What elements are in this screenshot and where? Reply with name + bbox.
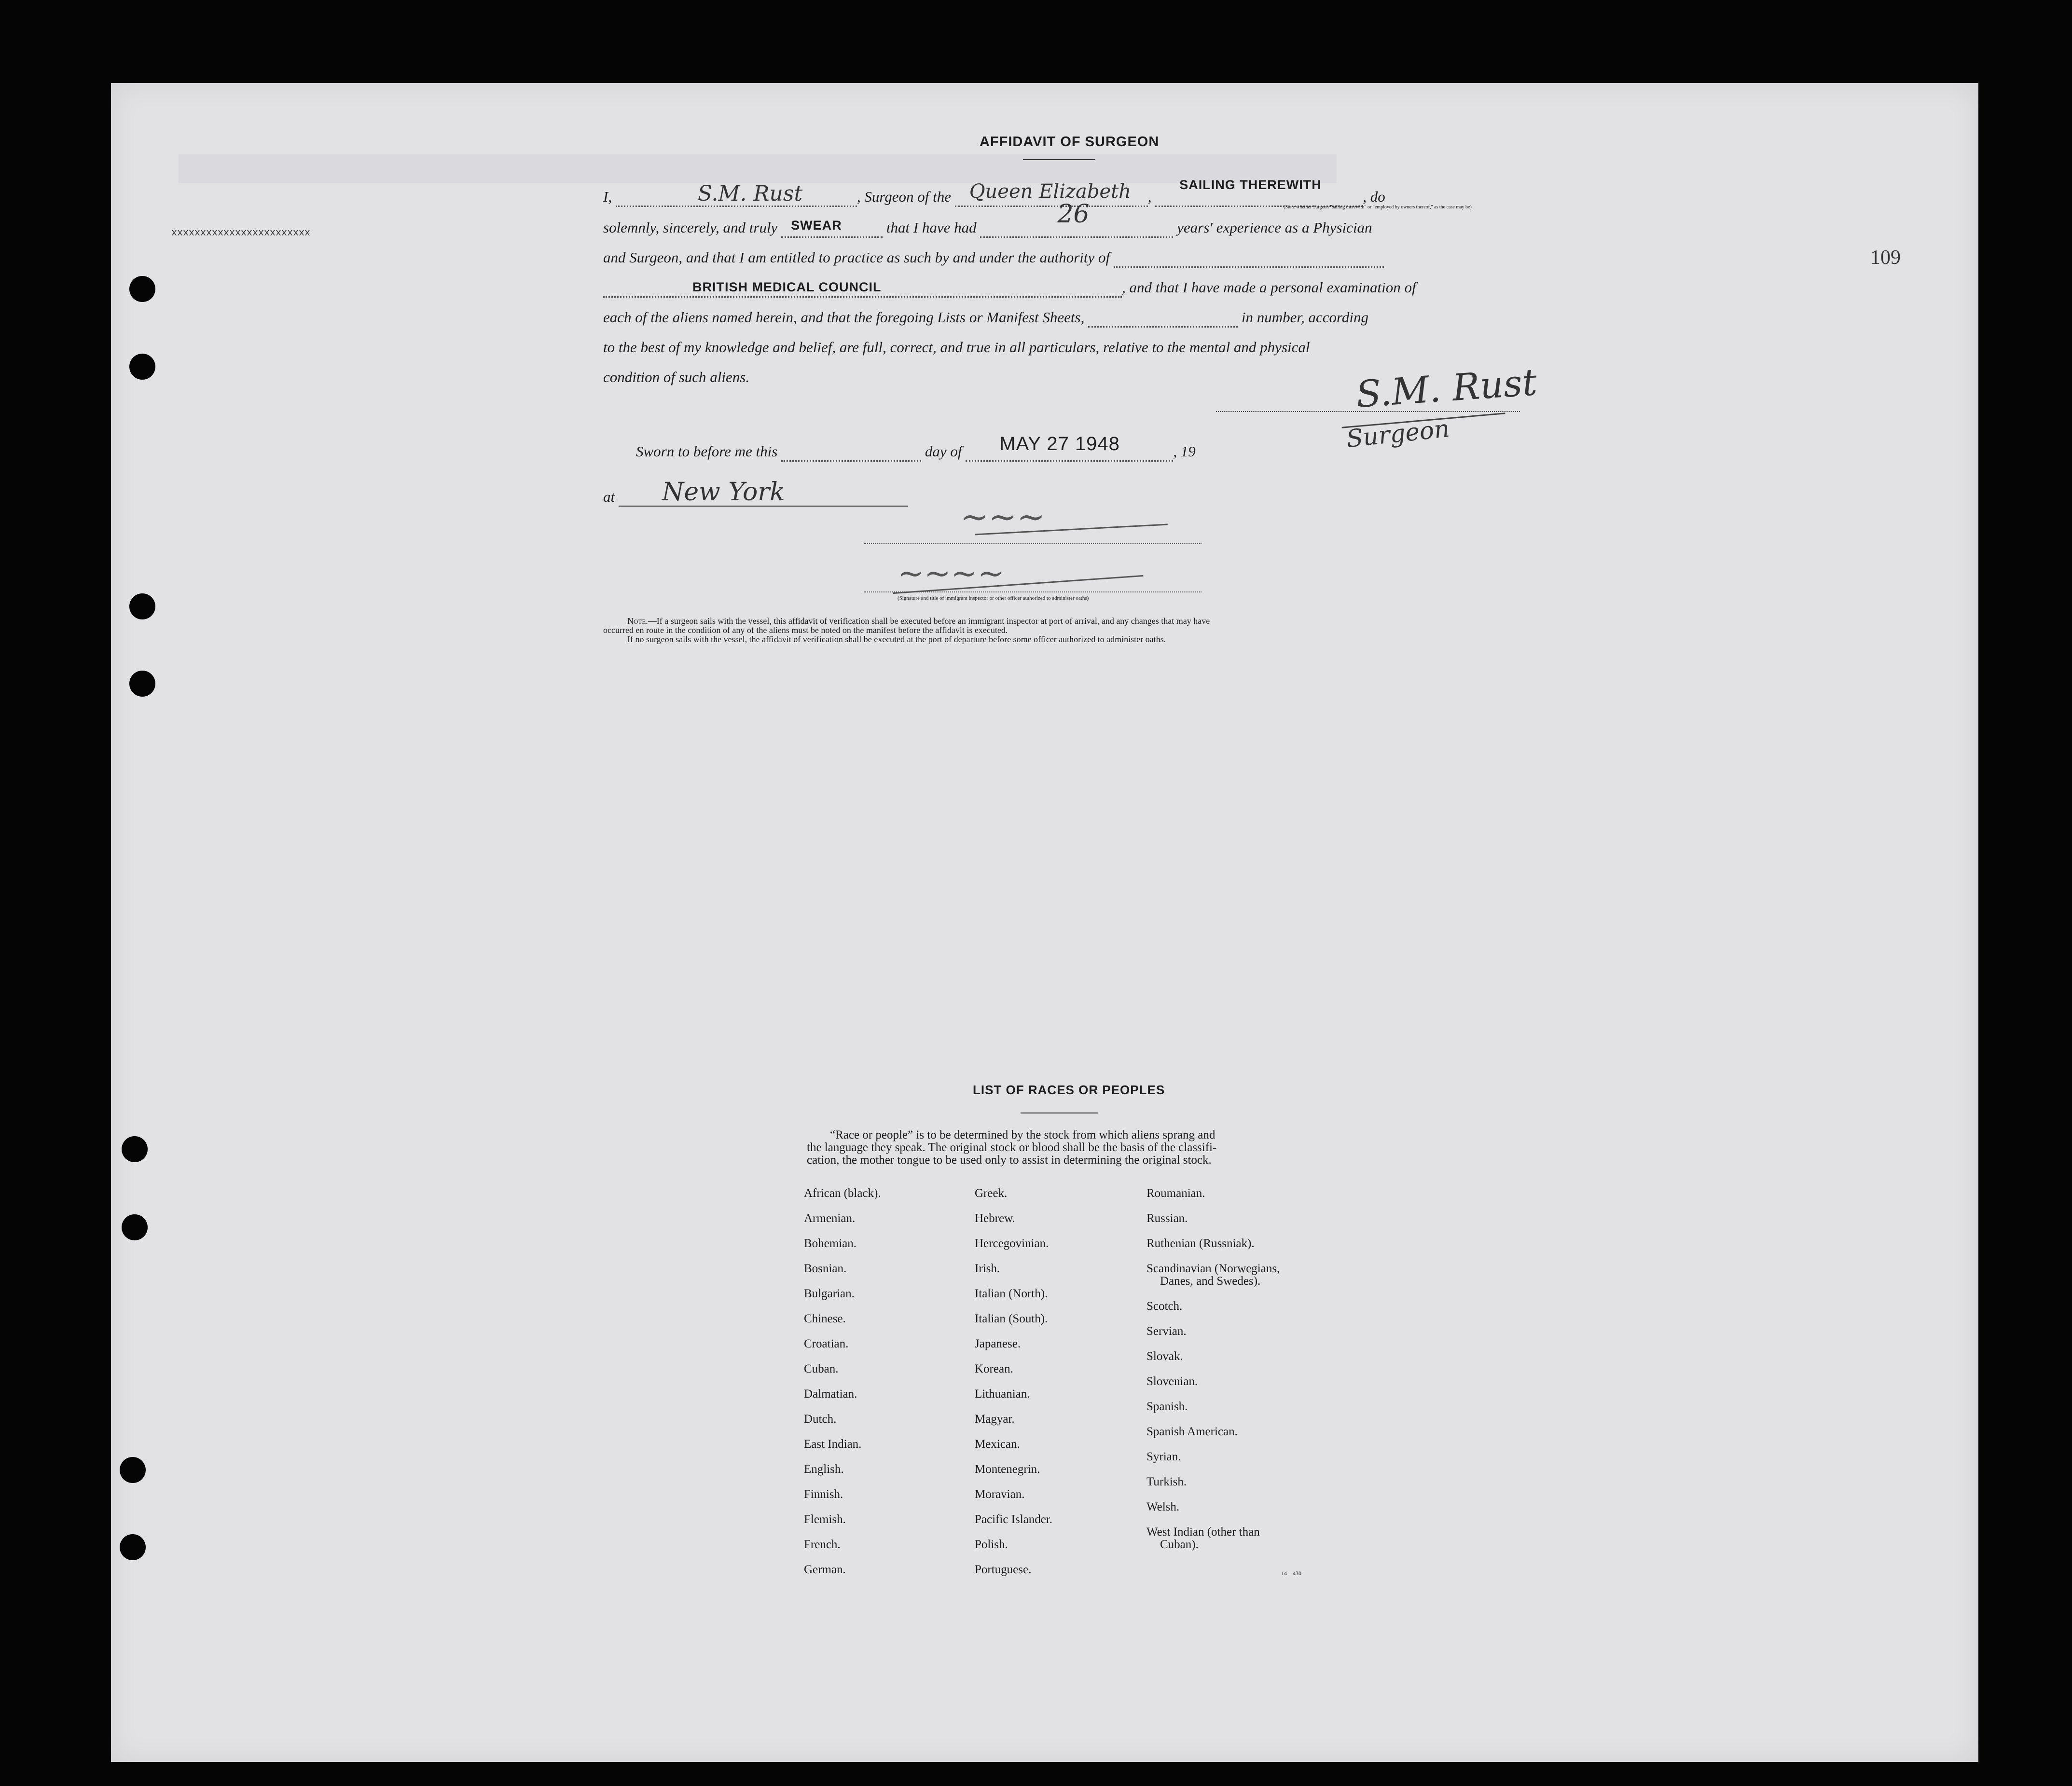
date-field bbox=[966, 433, 1173, 462]
page-number: 109 bbox=[1870, 247, 1901, 269]
vessel-field bbox=[955, 180, 1148, 207]
note-line-2: occurred en route in the condition of any of the aliens must be noted on the manifest before the affidavit is executed. bbox=[603, 625, 1008, 635]
surgeon-name-value: S.M. Rust bbox=[697, 181, 803, 206]
race-item: East Indian. bbox=[804, 1438, 862, 1451]
punch-hole bbox=[122, 1214, 148, 1240]
race-item: Russian. bbox=[1147, 1212, 1188, 1225]
race-item: Magyar. bbox=[975, 1413, 1015, 1426]
punch-hole bbox=[129, 354, 155, 380]
race-item: Finnish. bbox=[804, 1488, 843, 1501]
affidavit-line-7: condition of such aliens. bbox=[603, 369, 750, 385]
race-item: Korean. bbox=[975, 1362, 1013, 1375]
races-title: LIST OF RACES OR PEOPLES bbox=[973, 1083, 1165, 1097]
punch-hole bbox=[120, 1534, 146, 1560]
punch-hole bbox=[129, 593, 155, 619]
race-item: German. bbox=[804, 1563, 846, 1576]
line5-text-b: in number, according bbox=[1241, 309, 1369, 326]
years-value: 26 bbox=[1057, 200, 1090, 229]
swear-value: SWEAR bbox=[791, 218, 842, 233]
affidavit-line-4 bbox=[603, 279, 1416, 298]
race-item: English. bbox=[804, 1463, 844, 1476]
strikeout-mark: xxxxxxxxxxxxxxxxxxxxxxxx bbox=[171, 228, 311, 239]
officer-dotted-line-2 bbox=[864, 591, 1202, 592]
race-item: Irish. bbox=[975, 1262, 1000, 1275]
at-line bbox=[603, 478, 908, 507]
race-item: Greek. bbox=[975, 1187, 1008, 1200]
note-label: Note. bbox=[627, 616, 648, 626]
vessel-value: Queen Elizabeth bbox=[969, 180, 1131, 203]
note-line-3: If no surgeon sails with the vessel, the affidavit of verification shall be executed at the port of departure before some officer authorized to administer oaths. bbox=[627, 634, 1166, 644]
race-item: Slovak. bbox=[1147, 1350, 1183, 1363]
document-page bbox=[111, 83, 1978, 1762]
i-text: I, bbox=[603, 188, 612, 205]
race-item: Montenegrin. bbox=[975, 1463, 1040, 1476]
experience-text: years' experience as a Physician bbox=[1177, 219, 1372, 236]
race-item: Chinese. bbox=[804, 1312, 846, 1325]
surgeon-name-field bbox=[616, 181, 857, 207]
swear-field bbox=[781, 219, 883, 238]
day-of-text: day of bbox=[925, 443, 962, 460]
bleed-through-text bbox=[179, 154, 1337, 183]
have-had-text: that I have had bbox=[886, 219, 977, 236]
place-field bbox=[619, 478, 908, 507]
race-item: Slovenian. bbox=[1147, 1375, 1198, 1388]
intro-line-3: cation, the mother tongue to be used only to assist in determining the original stock. bbox=[807, 1154, 1212, 1167]
affidavit-line-3 bbox=[603, 249, 1384, 268]
race-item: Turkish. bbox=[1147, 1475, 1187, 1488]
race-item: Bulgarian. bbox=[804, 1287, 855, 1300]
sailing-caption: (State whether Surgeon "sailing therewith" or "employed by owners thereof," as the case may be) bbox=[1284, 205, 1472, 210]
sworn-line bbox=[636, 433, 1196, 462]
race-item: Hebrew. bbox=[975, 1212, 1015, 1225]
race-item: Danes, and Swedes). bbox=[1160, 1275, 1261, 1288]
officer-signature: ~~~ bbox=[960, 497, 1045, 536]
surgeon-of-text: , Surgeon of the bbox=[856, 188, 951, 205]
affidavit-line-5 bbox=[603, 309, 1368, 328]
years-field bbox=[980, 200, 1173, 238]
day-blank bbox=[781, 443, 921, 462]
race-item: Armenian. bbox=[804, 1212, 856, 1225]
intro-line-1: “Race or people” is to be determined by the stock from which aliens sprang and bbox=[830, 1128, 1216, 1141]
authority-value: BRITISH MEDICAL COUNCIL bbox=[692, 280, 882, 294]
race-item: Bohemian. bbox=[804, 1237, 857, 1250]
do-text: , do bbox=[1363, 188, 1385, 205]
race-item: West Indian (other than bbox=[1147, 1525, 1260, 1539]
race-item: Italian (South). bbox=[975, 1312, 1048, 1325]
sailing-value: SAILING THEREWITH bbox=[1179, 178, 1322, 192]
at-label: at bbox=[603, 488, 615, 505]
race-item: Dalmatian. bbox=[804, 1388, 857, 1401]
races-intro bbox=[807, 1129, 1318, 1167]
race-item: Bosnian. bbox=[804, 1262, 847, 1275]
race-item: Pacific Islander. bbox=[975, 1513, 1053, 1526]
sheets-blank bbox=[1088, 309, 1238, 328]
race-item: Japanese. bbox=[975, 1337, 1021, 1350]
officer-title-handwriting: ~~~~ bbox=[898, 555, 1005, 592]
race-item: Dutch. bbox=[804, 1413, 837, 1426]
race-item: Portuguese. bbox=[975, 1563, 1032, 1576]
race-item: Welsh. bbox=[1147, 1500, 1180, 1513]
race-item: Croatian. bbox=[804, 1337, 849, 1350]
line3-text: and Surgeon, and that I am entitled to practice as such by and under the authority of bbox=[603, 249, 1110, 266]
race-item: Spanish. bbox=[1147, 1400, 1188, 1413]
line3-blank bbox=[1114, 249, 1384, 268]
title-rule bbox=[1023, 159, 1095, 160]
punch-hole bbox=[122, 1136, 148, 1162]
affidavit-note bbox=[603, 617, 1530, 644]
race-item: Cuban). bbox=[1160, 1538, 1199, 1551]
race-item: Flemish. bbox=[804, 1513, 846, 1526]
punch-hole bbox=[129, 671, 155, 697]
surgeon-signature: S.M. Rust bbox=[1354, 360, 1539, 416]
race-item: Scandinavian (Norwegians, bbox=[1147, 1262, 1280, 1275]
surgeon-signature-title: Surgeon bbox=[1345, 414, 1451, 453]
officer-dotted-line-1 bbox=[864, 543, 1202, 544]
race-item: African (black). bbox=[804, 1187, 881, 1200]
race-item: Cuban. bbox=[804, 1362, 839, 1375]
race-item: Polish. bbox=[975, 1538, 1008, 1551]
authority-field bbox=[603, 279, 1122, 298]
line4-rest: , and that I have made a personal examination of bbox=[1122, 279, 1416, 296]
intro-line-2: the language they speak. The original stock or blood shall be the basis of the classifi- bbox=[807, 1141, 1217, 1154]
race-item: Syrian. bbox=[1147, 1450, 1181, 1463]
affidavit-title: AFFIDAVIT OF SURGEON bbox=[980, 134, 1160, 150]
affidavit-line-2 bbox=[603, 200, 1372, 238]
race-item: Mexican. bbox=[975, 1438, 1020, 1451]
officer-caption: (Signature and title of immigrant inspector or other officer authorized to administer oaths) bbox=[898, 595, 1089, 601]
race-item: Servian. bbox=[1147, 1325, 1187, 1338]
race-item: Lithuanian. bbox=[975, 1388, 1030, 1401]
race-item: Italian (North). bbox=[975, 1287, 1048, 1300]
race-item: Scotch. bbox=[1147, 1300, 1183, 1313]
race-item: Roumanian. bbox=[1147, 1187, 1205, 1200]
date-stamp: MAY 27 1948 bbox=[999, 433, 1120, 454]
place-value: New York bbox=[662, 478, 785, 507]
line2-text: solemnly, sincerely, and truly bbox=[603, 219, 778, 236]
sworn-text: Sworn to before me this bbox=[636, 443, 778, 460]
race-item: French. bbox=[804, 1538, 841, 1551]
punch-hole bbox=[129, 276, 155, 302]
race-item: Hercegovinian. bbox=[975, 1237, 1049, 1250]
year-prefix: , 19 bbox=[1173, 443, 1196, 460]
line5-text-a: each of the aliens named herein, and that the foregoing Lists or Manifest Sheets, bbox=[603, 309, 1085, 326]
form-number: 14—430 bbox=[1281, 1570, 1301, 1577]
affidavit-line-6: to the best of my knowledge and belief, are full, correct, and true in all particulars, relative to the mental and physical bbox=[603, 339, 1310, 356]
punch-hole bbox=[120, 1457, 146, 1483]
note-line-1: —If a surgeon sails with the vessel, this affidavit of verification shall be executed before an immigrant inspector at port of arrival, and any changes that may have bbox=[648, 616, 1210, 626]
affidavit-line-1: I, S.M. Rust , Surgeon of the Queen Elizabeth , SAILING THEREWITH , do bbox=[603, 178, 1385, 206]
race-item: Spanish American. bbox=[1147, 1425, 1238, 1438]
race-item: Moravian. bbox=[975, 1488, 1025, 1501]
race-item: Ruthenian (Russniak). bbox=[1147, 1237, 1255, 1250]
